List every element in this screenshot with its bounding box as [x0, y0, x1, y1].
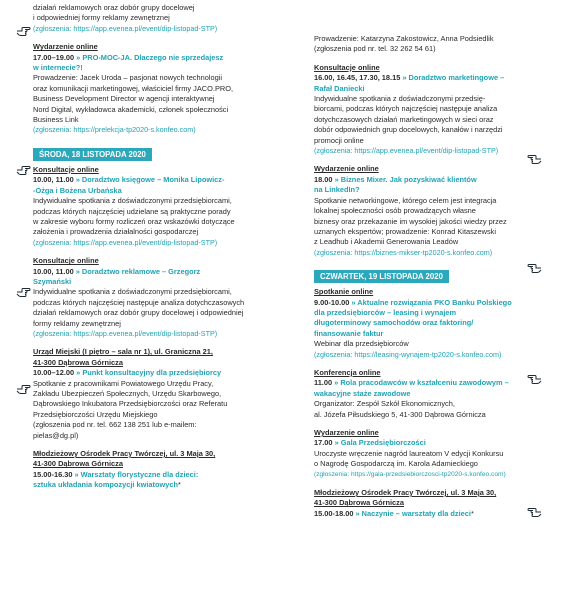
registration-link[interactable]: (zgłoszenia: https://leasing-wynajem-tp2020-s.konfeo.com): [314, 349, 502, 359]
body-text: Spotkanie networkingowe, którego celem jest integracja: [314, 195, 497, 205]
event-title-cont: sztuka układania kompozycji kwiatowych: [33, 480, 178, 490]
event-time: 10.00, 11.00: [33, 266, 74, 276]
registration-link[interactable]: (zgłoszenia: https://app.evenea.pl/event/dip-listopad-STP): [33, 23, 218, 33]
event-time: 10.00–12.00: [33, 368, 75, 378]
event-title: » Gala Przedsiębiorczości: [334, 438, 426, 448]
event-time: 18.00: [314, 174, 333, 184]
body-text: (zgłoszenia pod nr. tel. 32 262 54 61): [314, 44, 436, 54]
event-time: 17.00: [314, 438, 333, 448]
event-title-cont: długoterminowy samochodów oraz faktoring/: [314, 318, 474, 328]
venue-heading-cont: 41-300 Dąbrowa Górnicza: [33, 357, 123, 367]
body-text: formy reklamy zewnętrznej: [33, 318, 121, 328]
right-column: [314, 34, 532, 519]
day-header: CZWARTEK, 19 LISTOPADA 2020: [314, 270, 449, 283]
body-text: Spotkanie z pracownikami Powiatowego Urzędu Pracy,: [33, 378, 214, 388]
venue-heading-cont: 41-300 Dąbrowa Górnicza: [33, 459, 123, 469]
registration-link[interactable]: (zgłoszenia: https://gala-przedsiebiorczosci-tp2020-s.konfeo.com): [314, 470, 506, 478]
event-title-cont: Szymański: [33, 276, 72, 286]
body-text: dobór odpowiednich grup docelowych, kanałów i narzędzi: [314, 125, 503, 135]
pointing-hand-icon: [16, 25, 31, 37]
registration-link[interactable]: (zgłoszenia: https://prelekcja-tp2020-s.konfeo.com): [33, 125, 196, 135]
event-title-cont: -Ożga i Bożena Urbańska: [33, 185, 122, 195]
body-text: pielas@dg.pl): [33, 430, 79, 440]
day-header: ŚRODA, 18 LISTOPADA 2020: [33, 148, 152, 161]
event-title: » Naczynie – warsztaty dla dzieci: [355, 508, 471, 518]
event-time: 17.00–19.00: [33, 52, 75, 62]
registration-link[interactable]: (zgłoszenia: https://app.evenea.pl/event/dip-listopad-STP): [33, 328, 218, 338]
pointing-hand-icon: [527, 153, 542, 165]
body-text: biznesy oraz przekazanie im wysokiej jakości wiedzy przez: [314, 216, 507, 226]
body-text: o Nagrodę Gospodarczą im. Karola Adamieckiego: [314, 459, 478, 469]
event-title-cont: Rafał Daniecki: [314, 83, 365, 93]
event-title-cont: w internecie?!: [33, 63, 83, 73]
registration-link[interactable]: (zgłoszenia: https://app.evenea.pl/event/dip-listopad-STP): [33, 237, 218, 247]
footnote-star: *: [470, 508, 474, 518]
body-text: Indywidualne spotkania z doświadczonymi przedsiębiorcami,: [33, 196, 232, 206]
event-title-cont: wakacyjne staże zawodowe: [314, 388, 411, 398]
event-type-heading: Konsultacje online: [33, 164, 99, 174]
body-text: z Leadhub i Akademii Generowania Leadów: [314, 237, 459, 247]
event-time: 10.00, 11.00: [33, 175, 74, 185]
event-time: 15.00-18.00: [314, 508, 354, 518]
body-text: oraz komunikacji marketingowej, właściciel firmy JACO.PRO,: [33, 83, 234, 93]
event-type-heading: Wydarzenie online: [33, 42, 98, 52]
body-text: dotychczasowych działań marketingowych w sieci oraz: [314, 114, 494, 124]
body-text: założenia i prowadzenia działalności gospodarczej: [33, 227, 199, 237]
event-type-heading: Konsultacje online: [33, 256, 99, 266]
body-text: podczas których najczęściej udzielane są praktyczne porady: [33, 206, 231, 216]
event-title-cont: na LinkedIn?: [314, 185, 360, 195]
pointing-hand-icon: [16, 286, 31, 298]
body-text: Zakładu Ubezpieczeń Społecznych, Urzędu Skarbowego,: [33, 389, 222, 398]
pointing-hand-icon: [16, 164, 31, 176]
venue-heading: Młodzieżowy Ośrodek Pracy Twórczej, ul. 3 Maja 30,: [314, 488, 497, 498]
event-time: 11.00: [314, 378, 333, 388]
body-text: Organizator: Zespół Szkół Ekonomicznych,: [314, 399, 455, 409]
body-text: i odpowiedniej formy reklamy zewnętrznej: [33, 13, 170, 23]
venue-heading-cont: 41-300 Dąbrowa Górnicza: [314, 498, 404, 508]
footnote-star: *: [177, 480, 181, 490]
event-type-heading: Wydarzenie online: [314, 164, 379, 174]
venue-heading: Młodzieżowy Ośrodek Pracy Twórczej, ul. 3 Maja 30,: [33, 449, 216, 459]
body-text: al. Józefa Piłsudskiego 5, 41-300 Dąbrowa Górnicza: [314, 409, 486, 419]
pointing-hand-icon: [527, 262, 542, 274]
body-text: Business Link: [33, 115, 79, 125]
body-text: uznanych ekspertów; prowadzenie: Konrad Kitaszewski: [314, 226, 496, 236]
pointing-hand-icon: [16, 383, 31, 395]
event-title: » Doradztwo księgowe – Monika Lipowicz-: [75, 175, 225, 185]
body-text: Prowadzenie: Jacek Uroda – pasjonat nowych technologii: [33, 73, 222, 83]
event-title: » Aktualne rozwiązania PKO Banku Polskiego: [351, 297, 512, 307]
pointing-hand-icon: [527, 506, 542, 518]
body-text: Indywidualne spotkania z doświadczonymi przedsiębiorcami,: [33, 287, 232, 297]
event-title-cont: dla przedsiębiorców – leasing i wynajem: [314, 307, 457, 317]
event-time: 15.00-16.30: [33, 469, 73, 479]
event-type-heading: Spotkanie online: [314, 287, 374, 297]
body-text: Webinar dla przedsiębiorców: [314, 339, 409, 349]
body-text: Dąbrowskiego Inkubatora Przedsiębiorczości oraz Referatu: [33, 399, 228, 409]
body-text: promocji online: [314, 135, 364, 145]
event-type-heading: Konferencja online: [314, 367, 381, 377]
body-text: Nord Digital, wykładowca akademicki, członek społeczności: [33, 104, 229, 114]
body-text: Uroczyste wręczenie nagród laureatom V edycji Konkursu: [314, 448, 504, 458]
body-text: biorcami, podczas których najczęściej następuje analiza: [314, 104, 498, 114]
body-text: Indywidualne spotkania z doświadczonymi przedsię-: [314, 94, 486, 104]
registration-link[interactable]: (zgłoszenia: https://app.evenea.pl/event/dip-listopad-STP): [314, 146, 499, 156]
event-title: » Rola pracodawców w kształceniu zawodowym –: [334, 378, 509, 388]
event-time: 9.00-10.00: [314, 297, 350, 307]
body-text: działań reklamowych oraz dobór grupy docelowej i odpowiedniej: [33, 308, 244, 318]
left-column: [33, 3, 273, 491]
event-title: » PRO-MOC-JA. Dlaczego nie sprzedajesz: [76, 52, 224, 62]
event-title: » Doradztwo reklamowe – Grzegorz: [75, 266, 201, 276]
event-title-cont: finansowanie faktur: [314, 328, 384, 338]
event-title: » Biznes Mixer. Jak pozyskiwać klientów: [334, 174, 477, 184]
registration-link[interactable]: (zgłoszenia: https://biznes-mikser-tp2020-s.konfeo.com): [314, 247, 493, 257]
body-text: Business Development Director w agencji interaktywnej: [33, 94, 215, 104]
event-type-heading: Wydarzenie online: [314, 428, 379, 437]
event-title: » Doradztwo marketingowe –: [402, 73, 505, 83]
body-text: działań reklamowych oraz dobór grupy docelowej: [33, 3, 195, 12]
pointing-hand-icon: [527, 373, 542, 385]
body-text: Prowadzenie: Katarzyna Zakostowicz, Anna Podsiedlik: [314, 34, 494, 43]
event-time: 16.00, 16.45, 17.30, 18.15: [314, 73, 401, 83]
body-text: podczas których najczęściej następuje analiza dotychczasowych: [33, 297, 245, 307]
event-type-heading: Konsultacje online: [314, 62, 380, 72]
body-text: Przedsiębiorczości Urzędu Miejskiego: [33, 409, 158, 419]
body-text: lokalnej społeczności osób prowadzących własne: [314, 206, 476, 216]
event-title: » Punkt konsultacyjny dla przedsiębiorcy: [76, 368, 222, 378]
event-title: » Warsztaty florystyczne dla dzieci:: [74, 469, 199, 479]
body-text: (zgłoszenia pod nr. tel. 662 138 251 lub e-mailem:: [33, 420, 197, 430]
venue-heading: Urząd Miejski (I piętro – sala nr 1), ul. Graniczna 21,: [33, 347, 213, 357]
body-text: w zakresie wyboru formy rozliczeń oraz wskazówki dotyczące: [33, 216, 235, 226]
